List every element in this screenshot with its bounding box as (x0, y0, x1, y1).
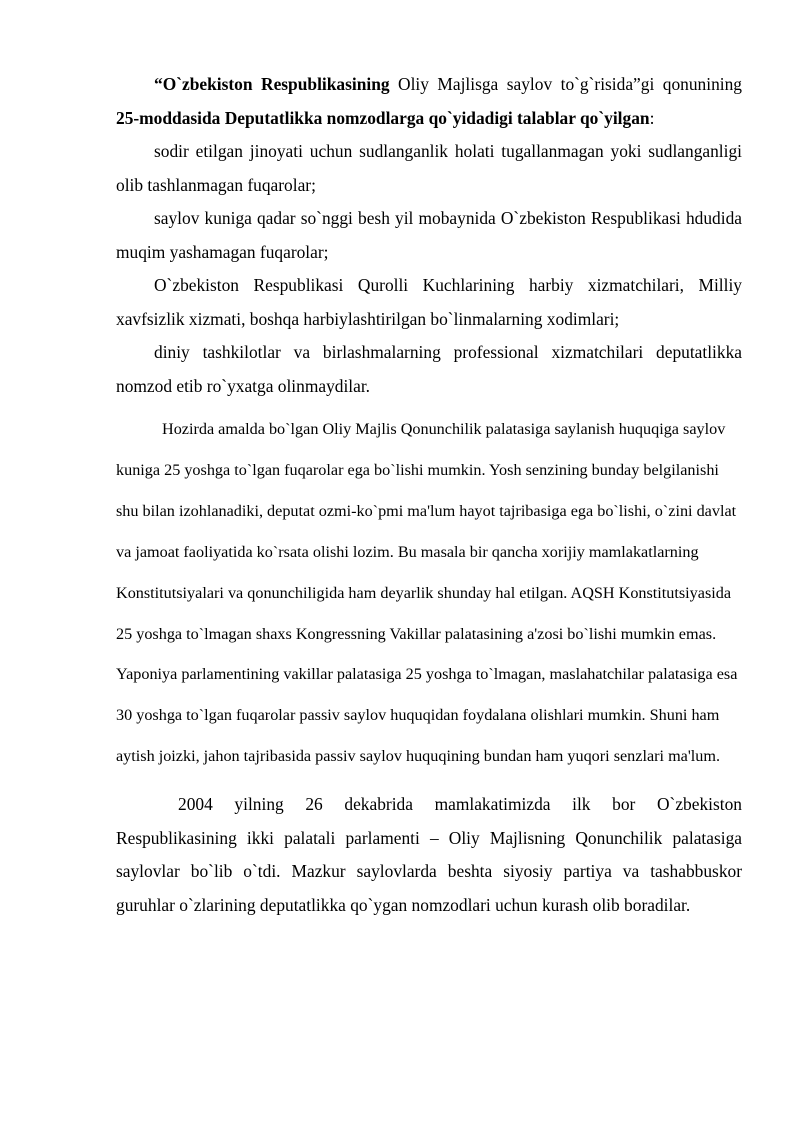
age-requirement-paragraph: Hozirda amalda bo`lgan Oliy Majlis Qonunchilik palatasiga saylanish huquqiga saylov kuniga 25 yoshga to`lgan fuqarolar ega bo`lishi mumkin. Yosh senzining bunday belgilanishi shu bilan izohlanadiki, deputat ozmi-ko`pmi ma'lum hayot tajribasiga ega bo`lishi, o`zini davlat va jamoat faoliyatida ko`rsata olishi lozim. Bu masala bir qancha xorijiy mamlakatlarning Konstitutsiyalari va qonunchiligida ham deyarlik shunday hal etilgan. AQSH Konstitutsiyasida 25 yoshga to`lmagan shaxs Kongressning Vakillar palatasining a'zosi bo`lishi mumkin emas. Yaponiya parlamentining vakillar palatasiga 25 yoshga to`lmagan, maslahatchilar palatasiga esa 30 yoshga to`lgan fuqarolar passiv saylov huquqidan foydalana olishlari mumkin. Shuni ham aytish joizki, jahon tajribasida passiv saylov huquqining bundan ham yuqori senzlari ma'lum. (116, 420, 738, 766)
list-item: sodir etilgan jinoyati uchun sudlanganlik holati tugallanmagan yoki sudlanganligi olib tashlanmagan fuqarolar; (116, 141, 742, 195)
law-title-bold: “O`zbekiston Respublikasining (154, 74, 390, 94)
colon-text: : (649, 107, 655, 128)
law-title-text: Oliy Majlisga saylov to`g`risida”gi qonunining (389, 74, 742, 94)
law-reference-paragraph (116, 68, 742, 135)
list-item: O`zbekiston Respublikasi Qurolli Kuchlarining harbiy xizmatchilari, Milliy xavfsizlik xizmati, boshqa harbiylashtirilgan bo`linmalarning xodimlari; (116, 275, 742, 329)
list-item: saylov kuniga qadar so`nggi besh yil mobaynida O`zbekiston Respublikasi hdudida muqim yashamagan fuqarolar; (116, 208, 742, 262)
document-page (116, 68, 742, 922)
list-item: diniy tashkilotlar va birlashmalarning professional xizmatchilari deputatlikka nomzod etib ro`yxatga olinmaydilar. (116, 342, 742, 396)
election-2004-paragraph: 2004 yilning 26 dekabrida mamlakatimizda ilk bor O`zbekiston Respublikasining ikki palatali parlamenti – Oliy Majlisning Qonunchilik palatasiga saylovlar bo`lib o`tdi. Mazkur saylovlarda beshta siyosiy partiya va tashabbuskor guruhlar o`zlarining deputatlikka qo`ygan nomzodlari uchun kurash olib boradilar. (116, 794, 742, 915)
article-reference-bold: 25-moddasida Deputatlikka nomzodlarga qo`yidadigi talablar qo`yilgan (116, 107, 650, 128)
